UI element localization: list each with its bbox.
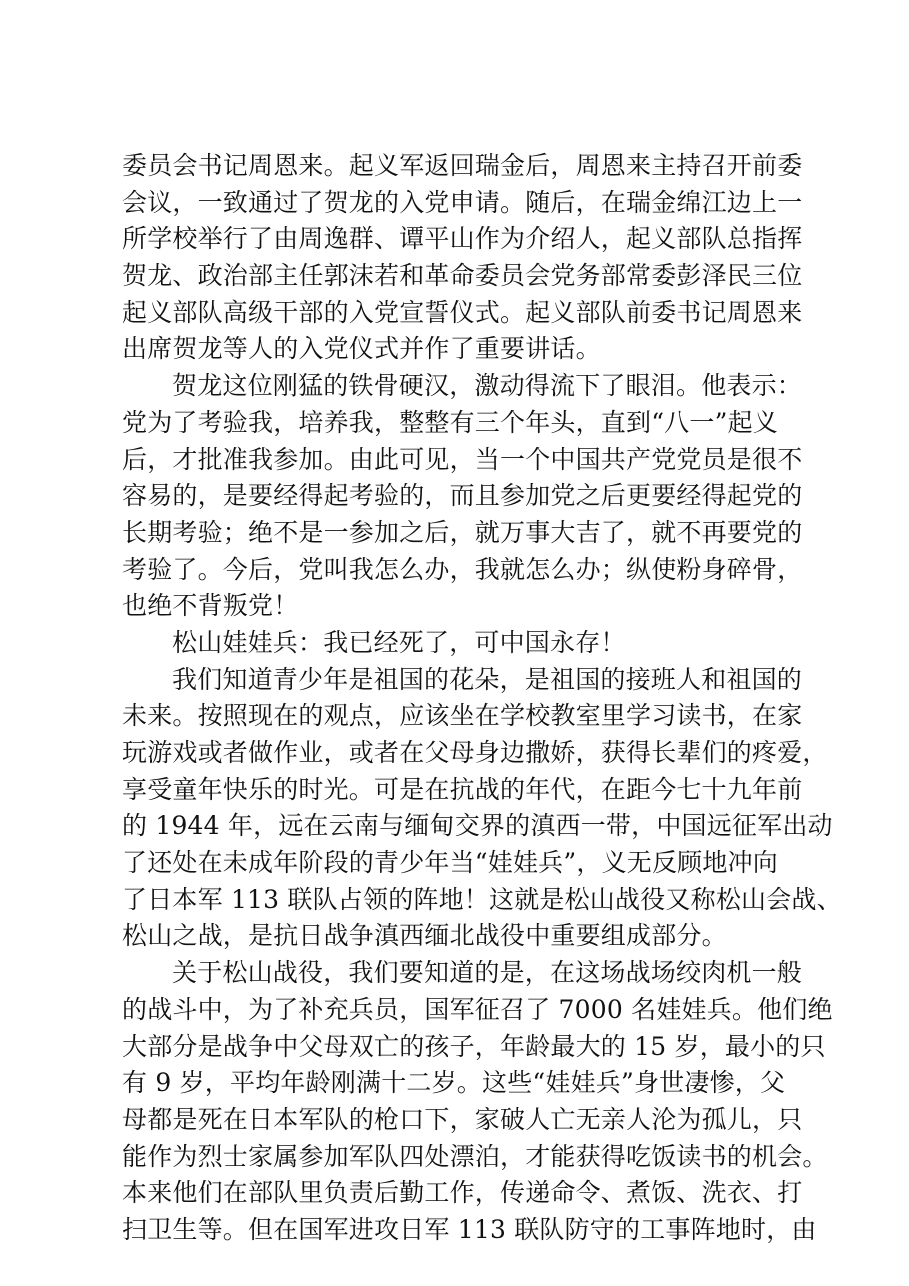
text-line: 的战斗中，为了补充兵员，国军征召了 7000 名娃娃兵。他们绝 [122, 994, 833, 1024]
text-line: 起义部队高级干部的入党宣誓仪式。起义部队前委书记周恩来 [122, 297, 803, 327]
text-line: 扫卫生等。但在国军进攻日军 113 联队防守的工事阵地时，由 [122, 1214, 817, 1244]
text-line: 有 9 岁，平均年龄刚满十二岁。这些“娃娃兵”身世凄惨，父 [122, 1068, 786, 1098]
text-line: 了还处在未成年阶段的青少年当“娃娃兵”，义无反顾地冲向 [122, 848, 778, 878]
text-line: 大部分是战争中父母双亡的孩子，年龄最大的 15 岁，最小的只 [122, 1031, 826, 1061]
text-line: 我们知道青少年是祖国的花朵，是祖国的接班人和祖国的 [172, 664, 803, 694]
text-line: 的 1944 年，远在云南与缅甸交界的滇西一带，中国远征军出动 [122, 811, 833, 841]
text-line: 会议，一致通过了贺龙的入党申请。随后，在瑞金绵江边上一 [122, 187, 803, 217]
text-line: 未来。按照现在的观点，应该坐在学校教室里学习读书，在家 [122, 701, 803, 731]
text-line: 本来他们在部队里负责后勤工作，传递命令、煮饭、洗衣、打 [122, 1178, 803, 1208]
text-line: 关于松山战役，我们要知道的是，在这场战场绞肉机一般 [172, 958, 803, 988]
text-line: 玩游戏或者做作业，或者在父母身边撒娇，获得长辈们的疼爱， [122, 738, 828, 767]
text-line: 出席贺龙等人的入党仪式并作了重要讲话。 [122, 334, 601, 364]
text-line: 容易的，是要经得起考验的，而且参加党之后更要经得起党的 [122, 481, 803, 511]
text-line: 能作为烈士家属参加军队四处漂泊，才能获得吃饭读书的机会。 [122, 1141, 828, 1171]
text-line: 贺龙、政治部主任郭沫若和革命委员会党务部常委彭泽民三位 [122, 261, 803, 291]
text-line: 考验了。今后，党叫我怎么办，我就怎么办；纵使粉身碎骨， [122, 554, 803, 584]
text-line: 所学校举行了由周逸群、谭平山作为介绍人，起义部队总指挥 [122, 224, 803, 254]
text-line: 松山之战，是抗日战争滇西缅北战役中重要组成部分。 [122, 921, 727, 951]
text-line: 党为了考验我，培养我，整整有三个年头，直到“八一”起义 [122, 407, 778, 437]
text-line: 母都是死在日本军队的枪口下，家破人亡无亲人沦为孤儿，只 [122, 1104, 803, 1134]
text-line: 后，才批准我参加。由此可见，当一个中国共产党党员是很不 [122, 444, 803, 474]
text-line: 也绝不背叛党！ [122, 591, 299, 621]
text-line: 了日本军 113 联队占领的阵地！这就是松山战役又称松山会战、 [122, 884, 842, 914]
document-body [122, 148, 842, 1249]
text-line: 享受童年快乐的时光。可是在抗战的年代，在距今七十九年前 [122, 774, 803, 804]
text-line: 委员会书记周恩来。起义军返回瑞金后，周恩来主持召开前委 [122, 151, 803, 180]
text-line: 松山娃娃兵：我已经死了，可中国永存！ [172, 627, 626, 657]
text-line: 贺龙这位刚猛的铁骨硬汉，激动得流下了眼泪。他表示： [172, 371, 803, 401]
text-line: 长期考验；绝不是一参加之后，就万事大吉了，就不再要党的 [122, 517, 803, 547]
